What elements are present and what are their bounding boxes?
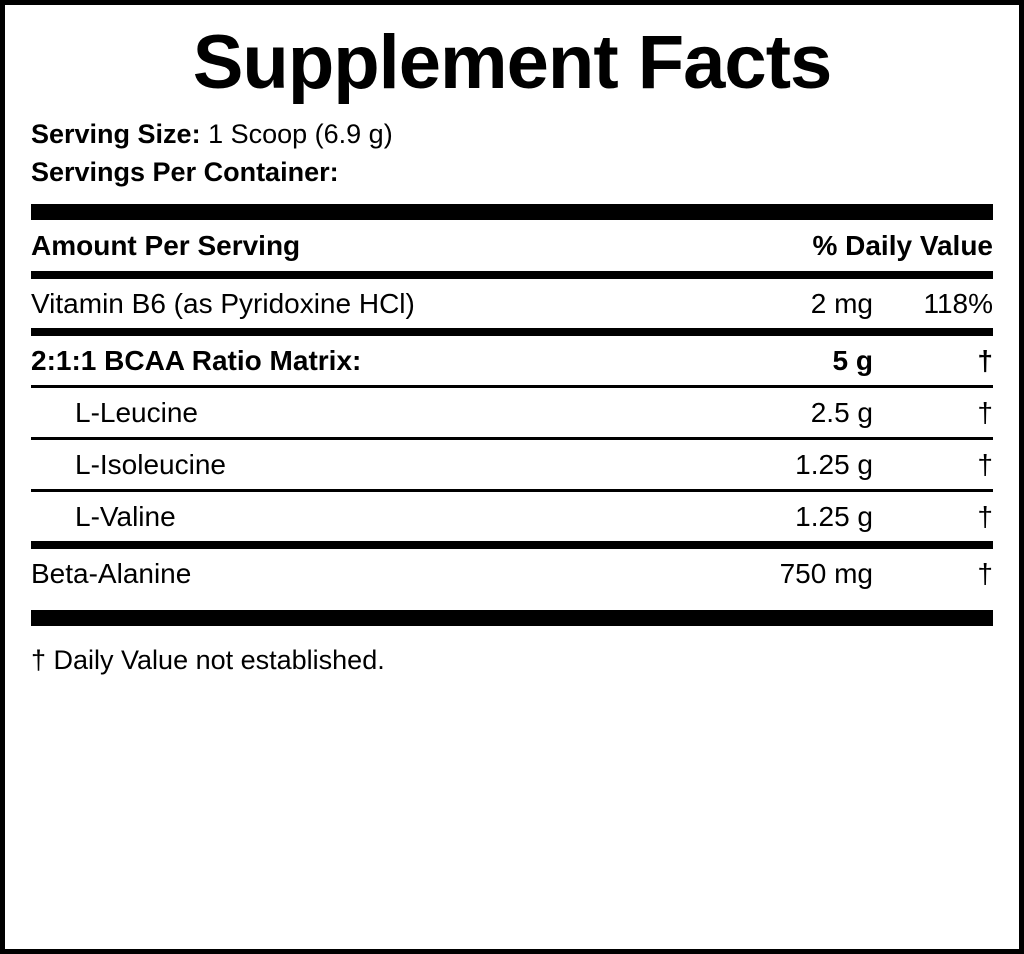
nutrient-amount: 2 mg xyxy=(810,287,873,319)
divider-after-valine xyxy=(31,541,993,549)
nutrient-daily-value: † xyxy=(977,500,993,532)
serving-size-label: Serving Size: xyxy=(31,119,201,149)
table-row xyxy=(31,336,993,385)
servings-per-container-line xyxy=(31,153,993,191)
nutrient-daily-value: 118% xyxy=(923,287,993,319)
nutrient-amount: 1.25 g xyxy=(795,448,873,480)
divider-thick-bottom xyxy=(31,610,993,626)
column-header-percent-daily-value: % Daily Value xyxy=(812,229,993,261)
table-row xyxy=(31,279,993,328)
nutrient-amount: 5 g xyxy=(832,344,873,376)
nutrient-name: Beta-Alanine xyxy=(31,557,192,589)
table-row xyxy=(31,549,993,598)
serving-size-line xyxy=(31,115,993,153)
nutrient-daily-value: † xyxy=(977,557,993,589)
nutrient-daily-value: † xyxy=(977,448,993,480)
table-row xyxy=(31,492,993,541)
nutrient-amount: 2.5 g xyxy=(810,396,873,428)
page-title: Supplement Facts xyxy=(192,20,832,105)
nutrient-daily-value: † xyxy=(977,344,993,376)
table-column-headers xyxy=(31,220,993,271)
serving-size-value: 1 Scoop (6.9 g) xyxy=(208,119,393,149)
divider-thick-top xyxy=(31,204,993,220)
servings-per-container-label: Servings Per Container: xyxy=(31,157,339,188)
divider-under-headers xyxy=(31,271,993,279)
column-header-amount-per-serving: Amount Per Serving xyxy=(31,229,301,261)
nutrient-name: L-Valine xyxy=(75,500,176,532)
divider-after-vitamin-b6 xyxy=(31,328,993,336)
nutrient-amount: 1.25 g xyxy=(795,500,873,532)
nutrient-daily-value: † xyxy=(977,396,993,428)
nutrient-name: L-Leucine xyxy=(75,396,198,428)
nutrient-name: 2:1:1 BCAA Ratio Matrix: xyxy=(31,344,362,376)
nutrient-amount: 750 mg xyxy=(779,557,873,589)
table-row xyxy=(31,388,993,437)
nutrient-name: Vitamin B6 (as Pyridoxine HCl) xyxy=(31,287,415,319)
nutrient-name: L-Isoleucine xyxy=(75,448,226,480)
table-row xyxy=(31,440,993,489)
footnote: † Daily Value not established. xyxy=(31,644,385,675)
